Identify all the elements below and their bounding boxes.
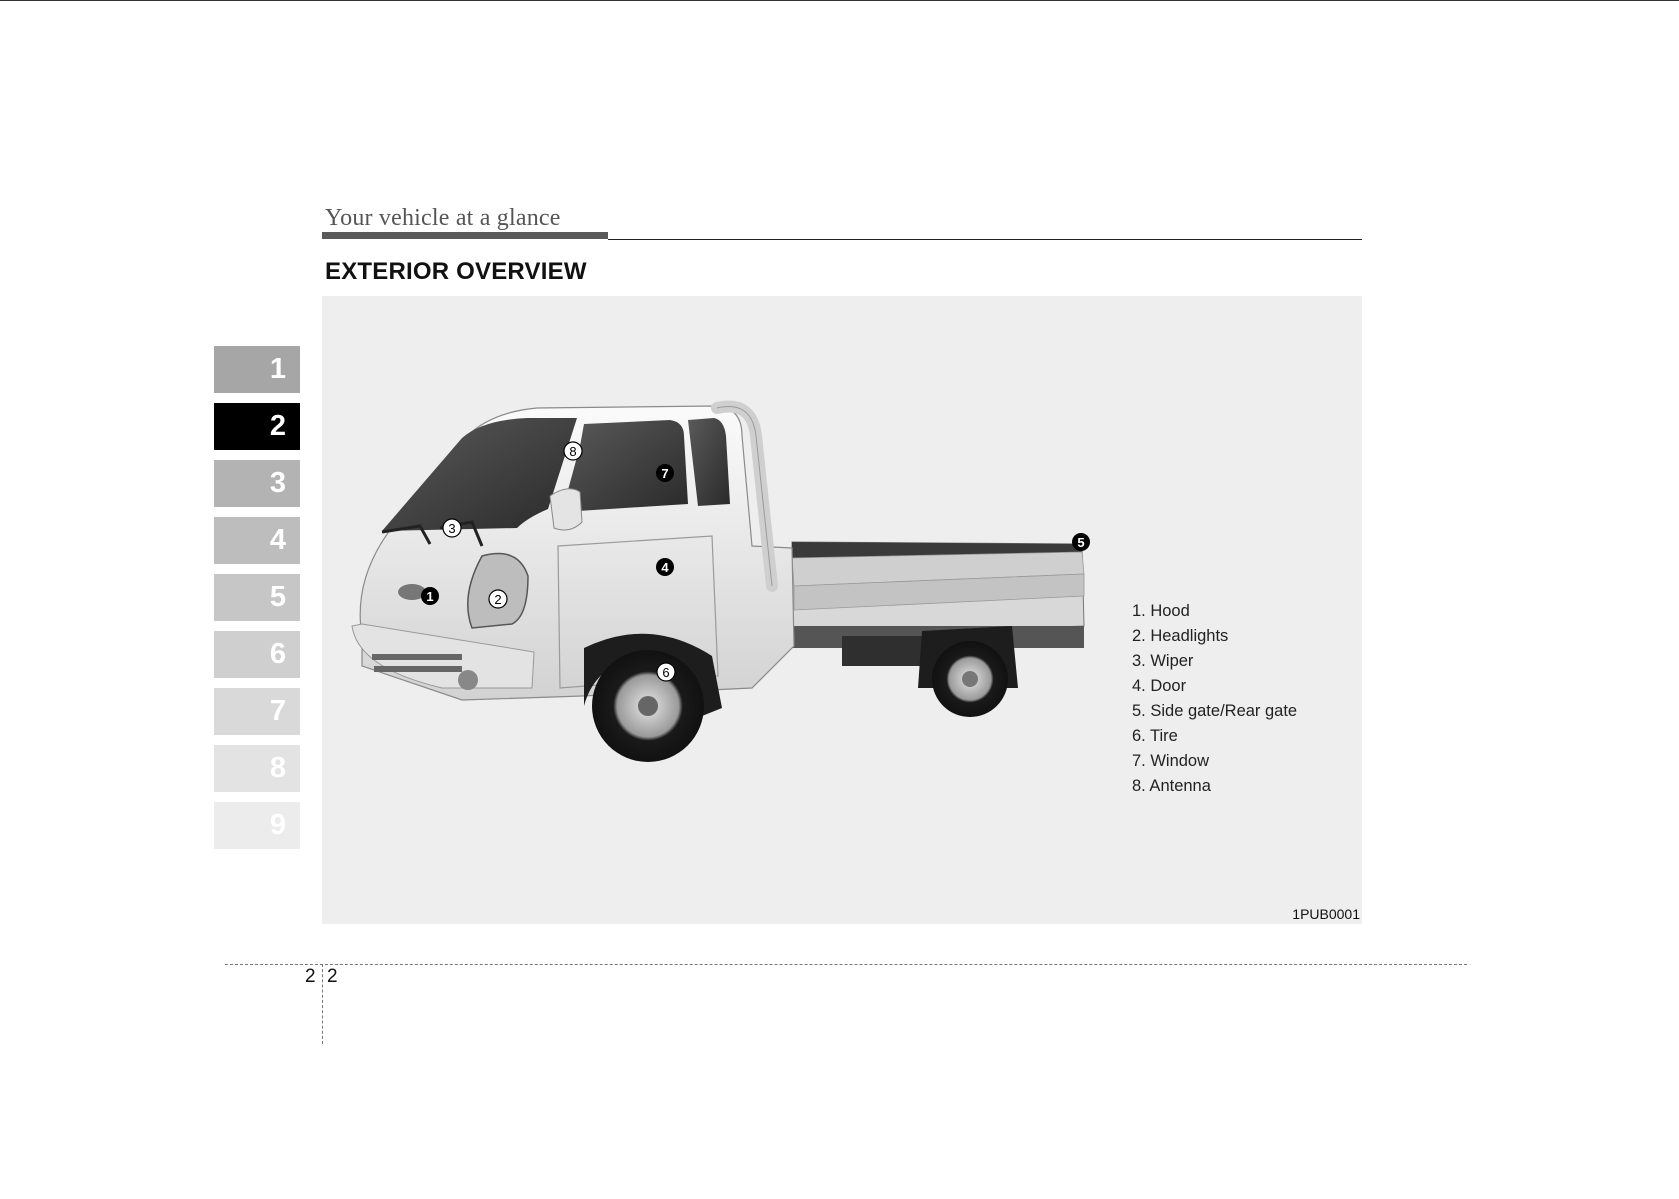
chapter-tab-8[interactable]: 8 — [214, 745, 300, 792]
figure-code: 1PUB0001 — [1292, 906, 1360, 922]
callout-4 — [656, 558, 674, 576]
section-header-bar — [322, 232, 608, 239]
page-title: EXTERIOR OVERVIEW — [325, 258, 587, 285]
legend-item: 4. Door — [1132, 677, 1187, 695]
chapter-tab-7[interactable]: 7 — [214, 688, 300, 735]
callout-2-label: 2 — [494, 592, 502, 607]
footer-divider — [322, 964, 323, 1044]
callout-6 — [657, 663, 675, 681]
legend-item: 1. Hood — [1132, 602, 1190, 620]
legend-item: 8. Antenna — [1132, 777, 1211, 795]
callout-2 — [489, 590, 507, 608]
chapter-number: 2 — [305, 966, 316, 987]
chapter-tabs — [214, 346, 300, 859]
chapter-tab-2[interactable]: 2 — [214, 403, 300, 450]
front-wheel — [584, 634, 722, 762]
footer-rule — [225, 964, 1467, 965]
chapter-tab-5[interactable]: 5 — [214, 574, 300, 621]
chapter-tab-4[interactable]: 4 — [214, 517, 300, 564]
callout-5-label: 5 — [1077, 535, 1085, 550]
top-border — [0, 0, 1679, 1]
chapter-tab-3[interactable]: 3 — [214, 460, 300, 507]
page-number: 2 — [327, 966, 338, 987]
callout-5 — [1072, 533, 1090, 551]
callout-8 — [564, 442, 582, 460]
chapter-tab-6[interactable]: 6 — [214, 631, 300, 678]
callout-7 — [656, 464, 674, 482]
legend-item: 2. Headlights — [1132, 627, 1229, 645]
section-title: Your vehicle at a glance — [325, 205, 561, 231]
legend-item: 3. Wiper — [1132, 652, 1194, 670]
callout-3 — [443, 519, 461, 537]
callout-1 — [421, 587, 439, 605]
section-header-rule — [608, 239, 1362, 240]
callout-6-label: 6 — [662, 665, 670, 680]
callout-3-label: 3 — [448, 521, 456, 536]
callout-8-label: 8 — [569, 444, 577, 459]
exterior-figure — [322, 296, 1362, 924]
rear-wheel — [918, 626, 1018, 717]
callout-7-label: 7 — [661, 466, 669, 481]
callout-4-label: 4 — [661, 560, 669, 575]
section-header — [322, 203, 1362, 243]
chapter-tab-9[interactable]: 9 — [214, 802, 300, 849]
chapter-tab-1[interactable]: 1 — [214, 346, 300, 393]
callout-1-label: 1 — [426, 589, 434, 604]
legend-item: 7. Window — [1132, 752, 1210, 770]
parts-legend — [1132, 599, 1297, 799]
legend-item: 6. Tire — [1132, 727, 1178, 745]
legend-item: 5. Side gate/Rear gate — [1132, 702, 1298, 720]
